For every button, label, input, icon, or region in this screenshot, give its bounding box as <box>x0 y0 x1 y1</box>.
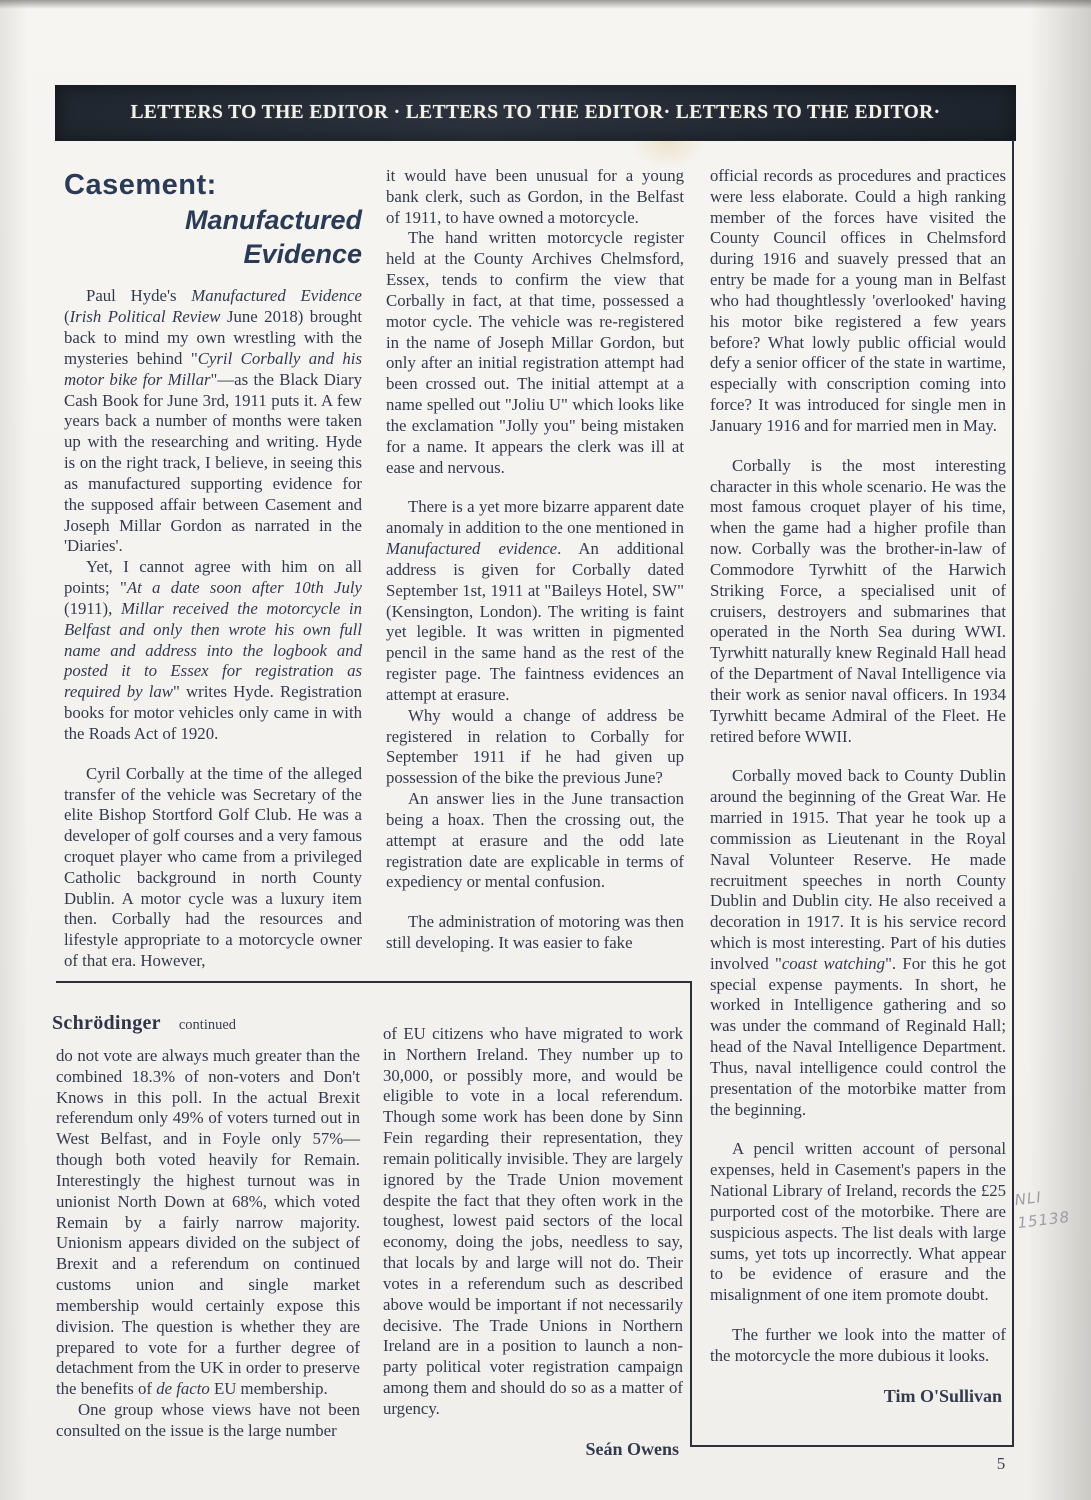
paragraph: The administration of motoring was then still developing. It was easier to fake <box>386 912 684 952</box>
paragraph: of EU citizens who have migrated to work in Northern Ireland. They number up to 30,000, or possibly more, and would be eligible to vote in a local referendum. Though some work has been done by Sinn Fein regarding their representation, they remain politically invisible. They are largely ignored by the Trade Union movement despite the fact that they often work in the toughest, lowest paid sectors of the local economy, doing the jobs, needless to say, that locals by and large will not do. Their votes in a referendum such as described above would be important if not necessarily decisive. The Trade Unions in Northern Ireland are in a position to launch a non-party political voter registration campaign among them and should do so as a matter of urgency. <box>383 1024 683 1418</box>
signature-tim-osullivan: Tim O'Sullivan <box>883 1385 1002 1406</box>
casement-column-1 <box>64 168 362 972</box>
schrodinger-column-2 <box>383 1024 683 1460</box>
title-line-manufactured: Manufactured <box>184 204 362 235</box>
paragraph: An answer lies in the June transaction being a hoax. Then the crossing out, the attempt at erasure and the odd late registration date are explicable in terms of expediency or mental confusion. <box>386 789 684 892</box>
schrodinger-column-1 <box>56 1046 360 1442</box>
paragraph: Corbally is the most interesting character in this whole scenario. He was the most famous croquet player of his time, when the game had a higher profile than now. Corbally was the brother-in-law of Commodore Tyrwhitt of the Harwich Striking Force, a specialised unit of cruisers, destroyers and submarines that operated in the North Sea during WWI. Tyrwhitt naturally knew Reginald Hall head of the Department of Naval Intelligence via their work as senior naval officers. In 1934 Tyrwhitt became Admiral of the Fleet. He retired before WWII. <box>710 455 1006 746</box>
paragraph: Paul Hyde's Manufactured Evidence (Irish Political Review June 2018) brought back to mind my own wrestling with the mysteries behind "Cyril Corbally and his motor bike for Millar"—as the Black Diary Cash Book for June 3rd, 1911 puts it. A few years back a number of months were taken up with the researching and writing. Hyde is on the right track, I believe, in seeing this as manufactured supporting evidence for the supposed affair between Casement and Joseph Millar Gordon as narrated in the 'Diaries'. <box>64 286 363 556</box>
continued-label: continued <box>178 1017 237 1033</box>
casement-col2-text <box>386 166 684 954</box>
page-number: 5 <box>996 1454 1006 1473</box>
paragraph: official records as procedures and practices were less elaborate. Could a high ranking member of the forces have visited the County Council offices in Chelmsford during 1916 and suavely pressed that an entry be made for a young man in Belfast who had thoughtlessly 'overlooked' having his motor bike registered a few years before? What lowly public official would defy a senior officer of the state in wartime, especially with conscription coming into force? It was introduced for single men in January 1916 and for married men in May. <box>710 166 1006 435</box>
paragraph: Why would a change of address be registered in relation to Corbally for September 1911 if he had given up possession of the bike the previous June? <box>386 705 684 788</box>
handwritten-margin-note <box>1013 1183 1071 1234</box>
schrodinger-col2-text <box>383 1024 683 1420</box>
schrodinger-continued-heading <box>52 1012 362 1035</box>
paragraph: A pencil written account of personal expenses, held in Casement's papers in the National Library of Ireland, records the £25 purported cost of the motorbike. There are suspicious aspects. The list deals with large sums, yet tots up incorrectly. What appear to be evidence of erasure and the misalignment of one item promote doubt. <box>710 1139 1006 1305</box>
divider-vertical-right <box>1012 140 1014 1447</box>
paragraph: it would have been unusual for a young bank clerk, such as Gordon, in the Belfast of 1911, to have owned a motorcycle. <box>386 166 684 227</box>
paragraph: Corbally moved back to County Dublin around the beginning of the Great War. He married in 1915. That year he took up a commission as Lieutenant in the Royal Naval Volunteer Reserve. He made recruitment speeches in north County Dublin and Dublin city. He also received a decoration in 1917. It is his service record which is most interesting. Part of his duties involved "coast watching". For this he got special expense payments. In short, he worked in Intelligence gathering and so was under the command of Reginald Hall; head of the Naval Intelligence Department. Thus, naval intelligence could control the presentation of the motorbike matter from the beginning. <box>710 766 1006 1119</box>
signature-sean-owens: Seán Owens <box>585 1438 679 1459</box>
paragraph: The hand written motorcycle register held at the County Archives Chelmsford, Essex, tends to confirm the view that Corbally in fact, at that time, possessed a motor cycle. The vehicle was re-registered in the name of Joseph Millar Gordon, but only after an initial registration attempt had been crossed out. The initial attempt at a name spelled out "Joliu U" which looks like the exclamation "Jolly you" being mistaken for a name. It appears the clerk was ill at ease and nervous. <box>386 228 684 477</box>
paragraph: do not vote are always much greater than the combined 18.3% of non-voters and Don't Knows in this poll. In the actual Brexit referendum only 49% of voters turned out in West Belfast, and in Foyle only 57%—though both voted heavily for Remain. Interestingly the highest turnout was in unionist North Down at 68%, which voted Remain by a fairly narrow majority. Unionism appears divided on the subject of Brexit and a referendum on continued customs union and single market membership would certainly expose this division. The question is whether they are prepared to vote for a further degree of detachment from the UK in order to preserve the benefits of de facto EU membership. <box>56 1046 360 1399</box>
casement-column-3 <box>710 166 1006 1407</box>
divider-horizontal-mid <box>56 981 690 983</box>
paragraph: One group whose views have not been consulted on the issue is the large number <box>56 1400 360 1440</box>
letters-to-the-editor-banner <box>55 85 1016 141</box>
casement-col3-text <box>710 166 1006 1367</box>
schrodinger-col1-text <box>56 1046 360 1442</box>
paragraph: The further we look into the matter of the motorcycle the more dubious it looks. <box>710 1325 1006 1365</box>
casement-column-2 <box>386 166 684 954</box>
banner-text: LETTERS TO THE EDITOR · LETTERS TO THE EDITOR· LETTERS TO THE EDITOR· <box>130 102 941 123</box>
divider-horizontal-bottom <box>690 1445 1014 1447</box>
divider-vertical-inner <box>690 981 692 1447</box>
margin-note-line1: NLI <box>1013 1188 1043 1210</box>
paragraph: Cyril Corbally at the time of the alleged transfer of the vehicle was Secretary of the elite Bishop Stortford Golf Club. He was a developer of golf courses and a very famous croquet player who came from a privileged Catholic background in north County Dublin. A motor cycle was a luxury item then. Corbally had the resources and lifestyle appropriate to a motorcycle owner of that era. However, <box>64 763 362 971</box>
paragraph: Yet, I cannot agree with him on all points; "At a date soon after 10th July (1911), Millar received the motorcycle in Belfast and only then wrote his own full name and address into the logbook and posted it to Essex for registration as required by law" writes Hyde. Registration books for motor vehicles only came in with the Roads Act of 1920. <box>64 557 362 743</box>
article-title <box>64 168 362 271</box>
paragraph: There is a yet more bizarre apparent date anomaly in addition to the one mentioned in Manufactured evidence. An additional address is given for Corbally dated September 1st, 1911 at "Baileys Hotel, SW" (Kensington, London). The writing is faint yet legible. It was written in pigmented pencil in the same hand as the rest of the register page. The faintness evidences an attempt at erasure. <box>386 497 684 704</box>
schrodinger-heading-text: Schrödinger <box>52 1012 161 1034</box>
title-line-evidence: Evidence <box>243 238 362 269</box>
margin-note-line2: 15138 <box>1016 1207 1071 1232</box>
casement-col1-text <box>64 286 362 972</box>
title-line-casement: Casement: <box>64 169 217 201</box>
